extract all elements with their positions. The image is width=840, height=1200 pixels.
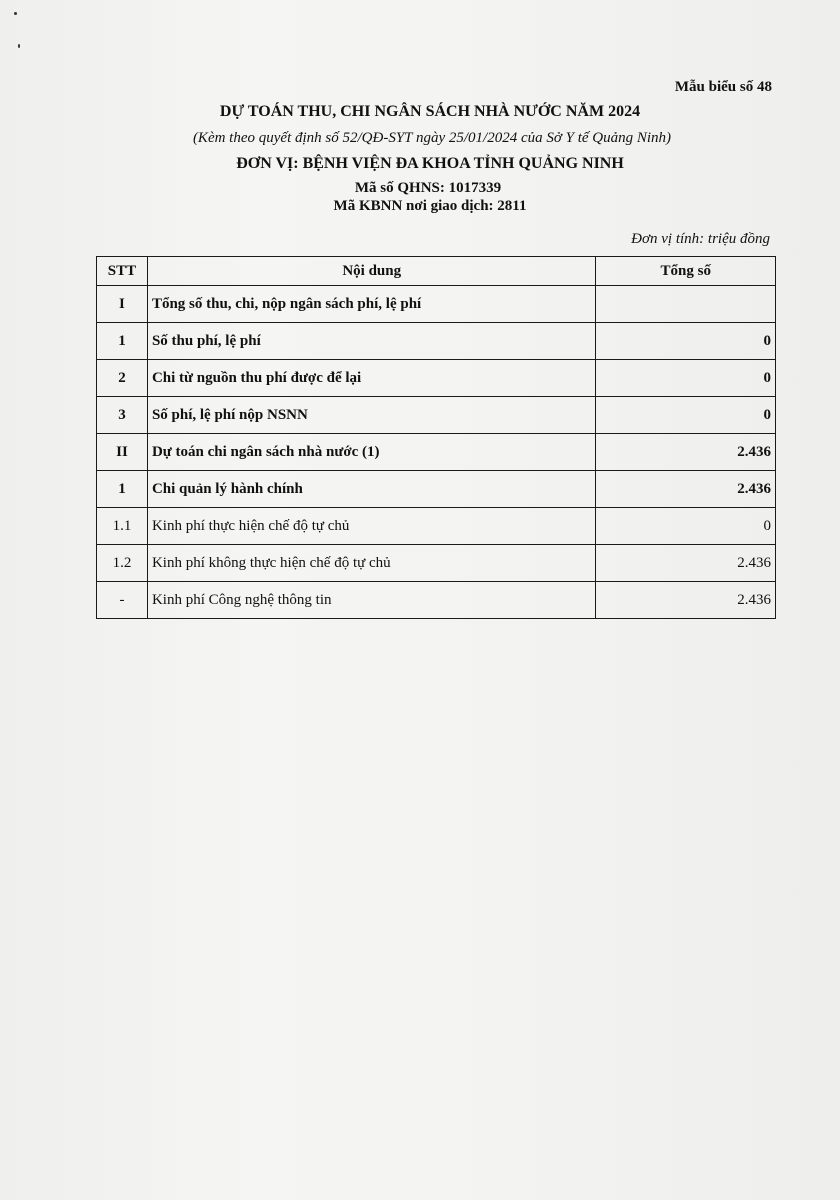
row-stt-cell: II (97, 434, 148, 471)
table-row (97, 323, 776, 360)
table-header-row (97, 257, 776, 286)
row-stt-cell: 1.1 (97, 508, 148, 545)
form-number: Mẫu biểu số 48 (674, 79, 772, 95)
row-stt-cell: 1.2 (97, 545, 148, 582)
row-total-cell (596, 286, 776, 323)
table-row (97, 397, 776, 434)
row-stt-cell: 1 (97, 323, 148, 360)
document-subtitle: (Kèm theo quyết định số 52/QĐ-SYT ngày 25/01/2024 của Sở Y tế Quảng Ninh) (192, 130, 672, 146)
row-total-cell: 0 (596, 397, 776, 434)
unit-name: ĐƠN VỊ: BỆNH VIỆN ĐA KHOA TỈNH QUẢNG NINH (236, 155, 624, 172)
qhns-code: Mã số QHNS: 1017339 (354, 180, 502, 196)
row-total-cell: 0 (596, 323, 776, 360)
scan-speck (14, 12, 17, 15)
row-content-cell: Số thu phí, lệ phí (147, 323, 596, 360)
unit-of-measure: Đơn vị tính: triệu đồng (631, 231, 770, 247)
row-content-cell: Dự toán chi ngân sách nhà nước (1) (147, 434, 596, 471)
row-total-cell: 2.436 (596, 582, 776, 619)
row-content-cell: Tổng số thu, chi, nộp ngân sách phí, lệ phí (147, 286, 596, 323)
row-total-cell: 2.436 (596, 545, 776, 582)
row-content-cell: Số phí, lệ phí nộp NSNN (147, 397, 596, 434)
kbnn-code: Mã KBNN nơi giao dịch: 2811 (333, 198, 527, 214)
table-row (97, 360, 776, 397)
row-content-cell: Kinh phí không thực hiện chế độ tự chủ (147, 545, 596, 582)
scan-speck (18, 44, 20, 48)
row-stt-cell: 1 (97, 471, 148, 508)
column-header-stt: STT (97, 257, 148, 286)
row-stt-cell: 3 (97, 397, 148, 434)
table-row (97, 434, 776, 471)
row-content-cell: Chi từ nguồn thu phí được để lại (147, 360, 596, 397)
row-total-cell: 2.436 (596, 471, 776, 508)
row-content-cell: Kinh phí Công nghệ thông tin (147, 582, 596, 619)
row-stt-cell: 2 (97, 360, 148, 397)
row-stt-cell: I (97, 286, 148, 323)
column-header-content: Nội dung (147, 257, 596, 286)
row-content-cell: Kinh phí thực hiện chế độ tự chủ (147, 508, 596, 545)
document-title: DỰ TOÁN THU, CHI NGÂN SÁCH NHÀ NƯỚC NĂM 2024 (219, 103, 641, 120)
table-body (97, 286, 776, 619)
row-total-cell: 0 (596, 508, 776, 545)
column-header-total: Tổng số (596, 257, 776, 286)
row-content-cell: Chi quản lý hành chính (147, 471, 596, 508)
table-row (97, 582, 776, 619)
table-row (97, 286, 776, 323)
row-total-cell: 2.436 (596, 434, 776, 471)
table-row (97, 545, 776, 582)
table-row (97, 508, 776, 545)
row-total-cell: 0 (596, 360, 776, 397)
table-row (97, 471, 776, 508)
budget-table (96, 256, 776, 619)
row-stt-cell: - (97, 582, 148, 619)
